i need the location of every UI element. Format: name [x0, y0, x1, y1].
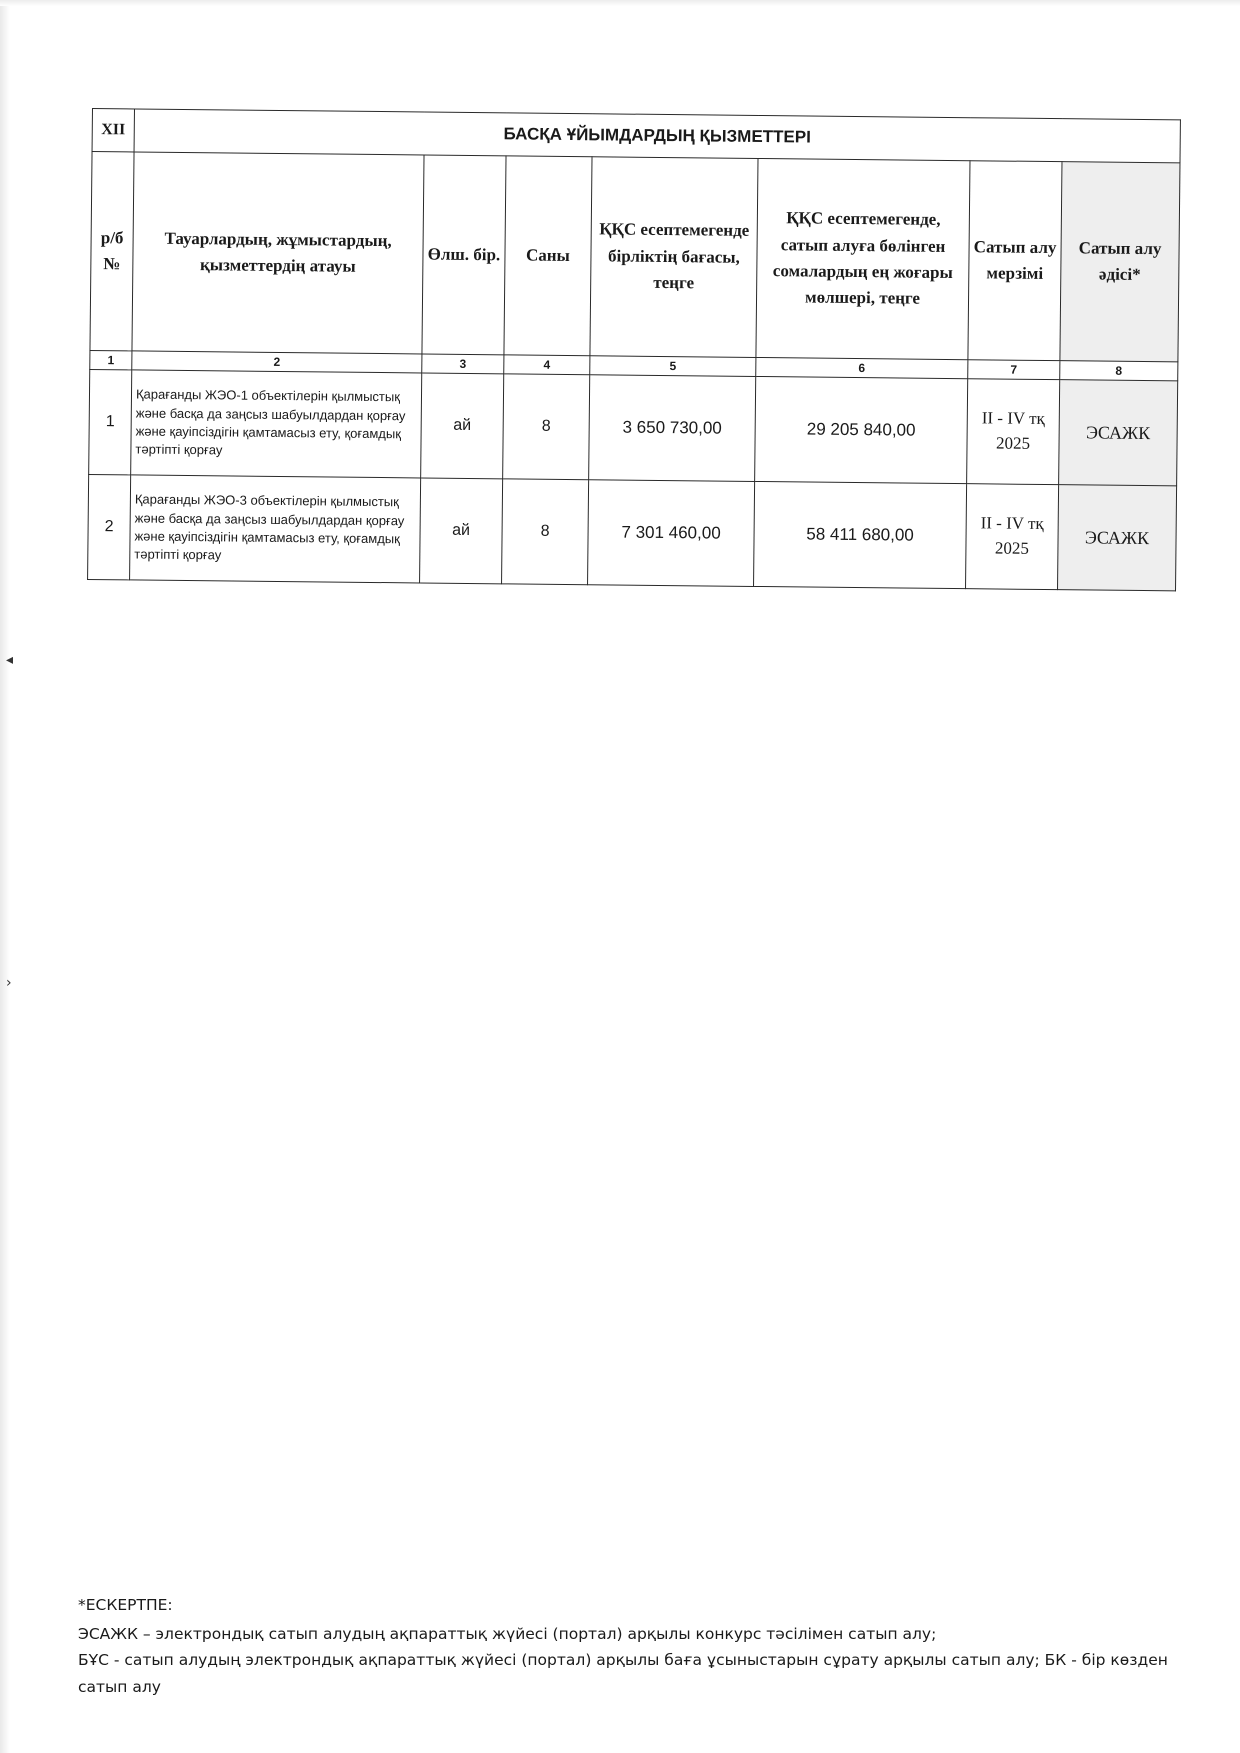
unit-of-measure: ай — [420, 478, 503, 584]
scan-mark: › — [6, 975, 12, 991]
column-number: 6 — [756, 357, 968, 378]
column-header-period: Сатып алу мерзімі — [968, 161, 1062, 361]
quantity: 8 — [502, 479, 589, 585]
total-amount: 29 205 840,00 — [755, 376, 968, 483]
scan-top-edge — [0, 0, 1240, 6]
row-number: 2 — [88, 474, 131, 579]
column-header-unit-price: ҚҚС есептемегенде бірліктің бағасы, теңге — [590, 157, 758, 358]
column-header-method: Сатып алу әдісі* — [1060, 162, 1180, 362]
footnote-line: ЭСАЖК – электрондық сатып алудың ақпараттық жүйесі (портал) арқылы конкурс тәсілімен сатып алу; — [78, 1624, 937, 1643]
unit-price: 3 650 730,00 — [589, 375, 756, 482]
column-number: 1 — [90, 350, 132, 369]
column-header-name: Тауарлардың, жұмыстардың, қызметтердің атауы — [132, 152, 424, 354]
scan-mark: ◂ — [6, 652, 14, 668]
procurement-method: ЭСАЖК — [1059, 380, 1178, 486]
period-year: 2025 — [995, 433, 1031, 453]
column-header-quantity: Саны — [504, 156, 592, 356]
footnote — [78, 1592, 1208, 1701]
section-title: БАСҚА ҰЙЫМДАРДЫҢ ҚЫЗМЕТТЕРІ — [134, 109, 1180, 163]
column-header-number: р/б № — [90, 152, 134, 351]
column-header-unit: Өлш. бір. — [422, 155, 506, 355]
footnote-title: *ЕСКЕРТПЕ: — [78, 1596, 173, 1614]
scan-left-edge — [0, 0, 10, 1753]
procurement-table — [87, 108, 1181, 591]
column-number: 3 — [422, 354, 504, 374]
period-year: 2025 — [994, 538, 1030, 558]
unit-of-measure: ай — [421, 373, 504, 479]
footnote-line: БҰС - сатып алудың электрондық ақпараттық жүйесі (портал) арқылы баға ұсыныстарын сұрату арқылы сатып алу; БК - бір көзден сатып алу — [78, 1651, 1168, 1696]
row-number: 1 — [89, 369, 132, 474]
period-quarters: II - IV тқ — [980, 513, 1044, 534]
quantity: 8 — [503, 374, 590, 480]
column-number: 7 — [968, 360, 1060, 380]
procurement-method: ЭСАЖК — [1058, 485, 1177, 591]
column-number: 2 — [132, 351, 422, 373]
column-header-row — [90, 152, 1180, 362]
procurement-period — [967, 379, 1060, 485]
section-number: XII — [92, 109, 134, 152]
total-amount: 58 411 680,00 — [754, 481, 967, 588]
service-name: Қарағанды ЖЭО-3 объектілерін қылмыстық және басқа да заңсыз шабуылдардан қорғау және қауіпсіздігін қамтамасыз ету, қоғамдық тәртіпті қорғау — [130, 475, 421, 583]
table-row — [89, 369, 1178, 485]
column-number: 8 — [1060, 361, 1178, 381]
column-number: 4 — [504, 355, 590, 375]
service-name: Қарағанды ЖЭО-1 объектілерін қылмыстық және басқа да заңсыз шабуылдардан қорғау және қауіпсіздігін қамтамасыз ету, қоғамдық тәртіпті қорғау — [131, 370, 422, 478]
unit-price: 7 301 460,00 — [588, 480, 755, 587]
table-row — [88, 474, 1177, 590]
procurement-period — [966, 484, 1059, 590]
column-header-total-amount: ҚҚС есептемегенде, сатып алуға бөлінген сомалардың ең жоғары мөлшері, теңге — [756, 158, 970, 359]
column-number: 5 — [590, 356, 756, 377]
period-quarters: II - IV тқ — [981, 408, 1045, 429]
